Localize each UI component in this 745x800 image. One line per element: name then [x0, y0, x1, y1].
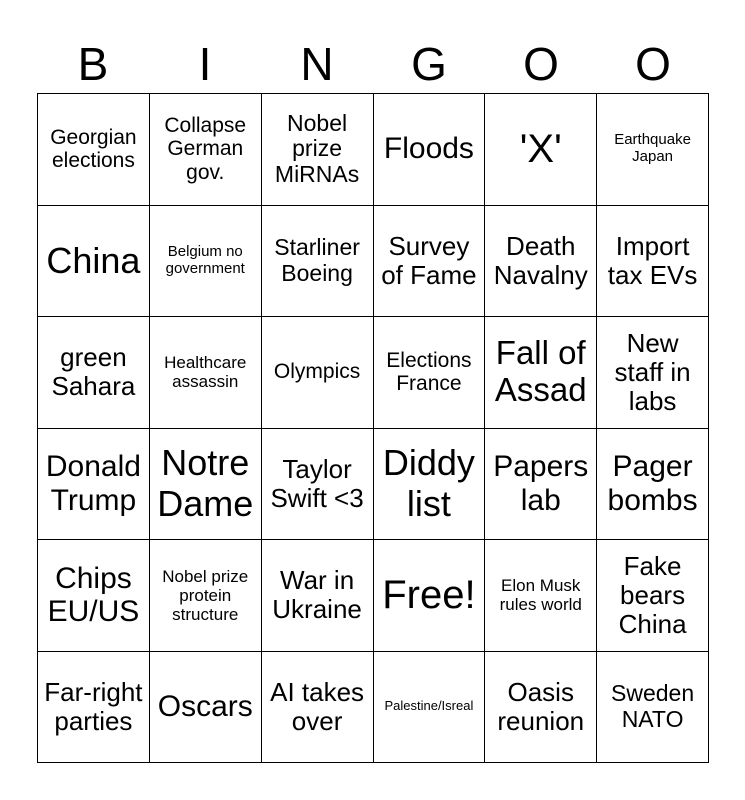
- bingo-cell[interactable]: Diddy list: [374, 429, 486, 541]
- bingo-cell[interactable]: Pager bombs: [597, 429, 709, 541]
- bingo-cell[interactable]: Earthquake Japan: [597, 94, 709, 206]
- header-letter-4: G: [411, 38, 447, 90]
- bingo-cell[interactable]: Elections France: [374, 317, 486, 429]
- bingo-cell[interactable]: green Sahara: [38, 317, 150, 429]
- bingo-cell[interactable]: Taylor Swift <3: [262, 429, 374, 541]
- bingo-cell[interactable]: Sweden NATO: [597, 652, 709, 764]
- bingo-cell[interactable]: China: [38, 206, 150, 318]
- bingo-cell[interactable]: Floods: [374, 94, 486, 206]
- bingo-cell[interactable]: Fall of Assad: [485, 317, 597, 429]
- bingo-cell[interactable]: AI takes over: [262, 652, 374, 764]
- bingo-cell[interactable]: Healthcare assassin: [150, 317, 262, 429]
- bingo-cell[interactable]: New staff in labs: [597, 317, 709, 429]
- bingo-cell[interactable]: Fake bears China: [597, 540, 709, 652]
- bingo-cell[interactable]: Belgium no government: [150, 206, 262, 318]
- free-space[interactable]: Free!: [374, 540, 486, 652]
- bingo-card: [37, 93, 709, 763]
- bingo-cell[interactable]: Import tax EVs: [597, 206, 709, 318]
- bingo-cell[interactable]: Oasis reunion: [485, 652, 597, 764]
- bingo-cell[interactable]: Papers lab: [485, 429, 597, 541]
- bingo-cell[interactable]: War in Ukraine: [262, 540, 374, 652]
- header-letter-3: N: [300, 38, 334, 90]
- bingo-cell[interactable]: 'X': [485, 94, 597, 206]
- header-letter-5: O: [523, 38, 559, 90]
- bingo-cell[interactable]: Donald Trump: [38, 429, 150, 541]
- header-letter-1: B: [77, 38, 109, 90]
- bingo-cell[interactable]: Death Navalny: [485, 206, 597, 318]
- bingo-cell[interactable]: Olympics: [262, 317, 374, 429]
- bingo-cell[interactable]: Chips EU/US: [38, 540, 150, 652]
- bingo-cell[interactable]: Collapse German gov.: [150, 94, 262, 206]
- bingo-cell[interactable]: Starliner Boeing: [262, 206, 374, 318]
- bingo-cell[interactable]: Survey of Fame: [374, 206, 486, 318]
- header-letter-2: I: [198, 38, 212, 90]
- bingo-cell[interactable]: Oscars: [150, 652, 262, 764]
- bingo-cell[interactable]: Nobel prize protein structure: [150, 540, 262, 652]
- bingo-cell[interactable]: Notre Dame: [150, 429, 262, 541]
- bingo-cell[interactable]: Georgian elections: [38, 94, 150, 206]
- bingo-cell[interactable]: Nobel prize MiRNAs: [262, 94, 374, 206]
- bingo-cell[interactable]: Palestine/Isreal: [374, 652, 486, 764]
- bingo-header: [37, 36, 709, 92]
- bingo-cell[interactable]: Far-right parties: [38, 652, 150, 764]
- bingo-cell[interactable]: Elon Musk rules world: [485, 540, 597, 652]
- header-letter-6: O: [635, 38, 671, 90]
